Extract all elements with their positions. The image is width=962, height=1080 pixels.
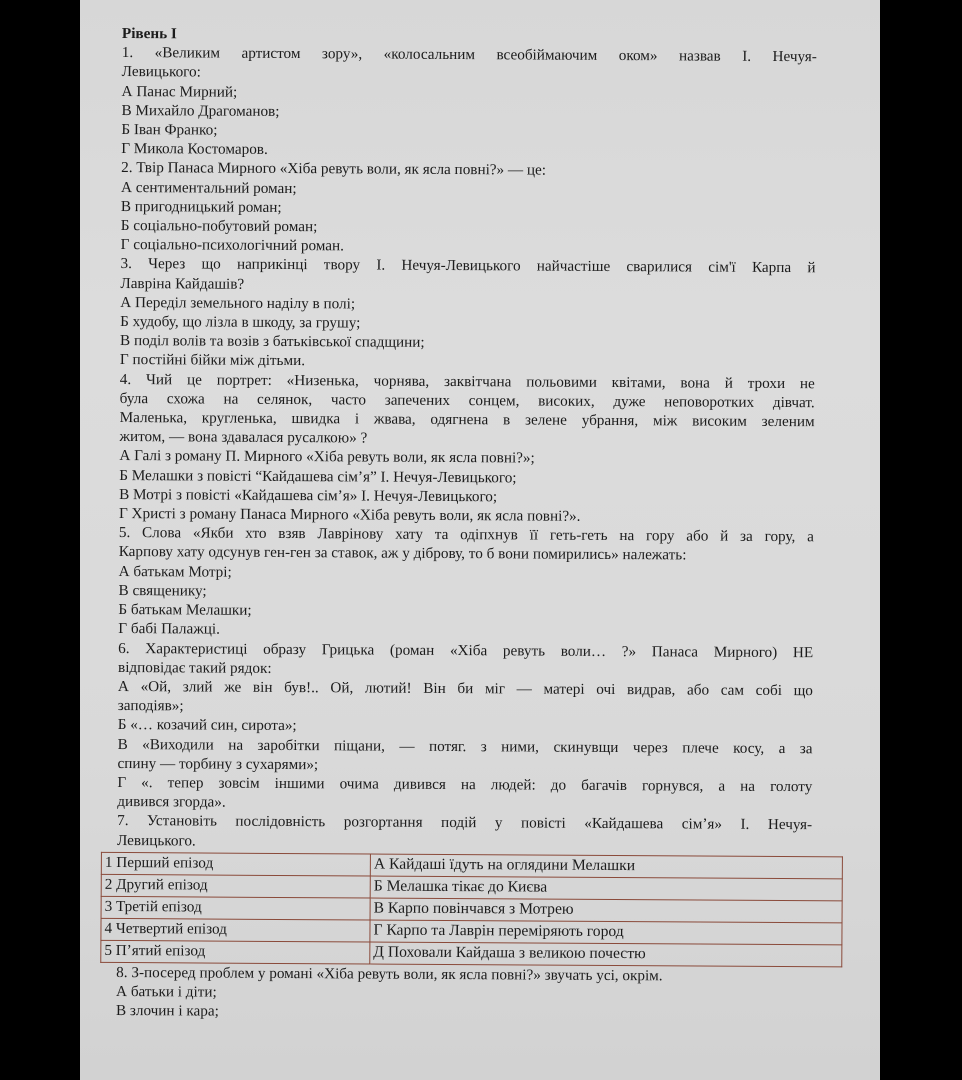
text-line: 5. Слова «Якби хто взяв Лаврінову хату та одіпхнув її геть-геть на гору або й за гору, а — [118, 524, 814, 546]
text-line: Б Мелашки з повісті “Кайдашева сім’я” І. Нечуя-Левицького; — [119, 466, 517, 487]
episode-cell: 3 Третій епізод — [101, 896, 370, 920]
text-line: В священику; — [118, 581, 207, 600]
text-line: 7. Установіть послідовність розгортання подій у повісті «Кайдашева сім’я» І. Нечуя- — [117, 812, 813, 834]
text-line: Г «. тепер зовсім іншими очима дивився на людей: до багачів горнувся, а на голоту — [117, 773, 813, 796]
question-8-text — [116, 963, 811, 1025]
text-line: 3. Через що наприкінці твору І. Нечуя-Левицького найчастіше сварилися сім'ї Карпа й — [120, 255, 816, 277]
text-line: В поділ волів та возів з батьківської спадщини; — [120, 332, 425, 352]
text-line: Б Іван Франко; — [121, 121, 218, 139]
event-cell: В Карпо повінчався з Мотрею — [370, 898, 842, 923]
text-line: 6. Характеристиці образу Грицька (роман «Хіба ревуть воли… ?» Панаса Мирного) НЕ — [118, 639, 814, 661]
paper-sheet — [80, 0, 880, 1080]
text-line: спину — торбину з сухарями»; — [117, 754, 319, 773]
text-line: В пригодницький роман; — [120, 197, 282, 216]
event-cell: Г Карпо та Лаврін переміряють город — [370, 920, 842, 945]
episode-cell: 5 П’ятий епізод — [101, 940, 370, 964]
question-text — [117, 43, 817, 854]
text-line: Б худобу, що лізла в шкоду, за грушу; — [120, 313, 361, 332]
text-line: 1. «Великим артистом зору», «колосальним всеобіймаючим оком» назвав І. Нечуя- — [121, 44, 817, 66]
text-line: Левицького: — [121, 63, 201, 81]
text-line: А «Ой, злий же він був!.. Ой, лютий! Він би міг — матері очі видрав, або сам собі що — [117, 677, 813, 700]
text-line: Лавріна Кайдашів? — [120, 274, 245, 293]
text-line: відповідає такий рядок: — [118, 658, 272, 677]
event-cell: А Кайдаші їдуть на оглядини Мелашки — [370, 854, 842, 879]
text-line: Б соціально-побутовий роман; — [120, 217, 318, 236]
text-line: В Мотрі з повісті «Кайдашева сім’я» І. Нечуя-Левицького; — [119, 485, 498, 506]
episode-cell: 2 Другий епізод — [101, 874, 370, 898]
text-line: Г Микола Костомаров. — [121, 140, 268, 159]
text-line: була схожа на селянок, часто запечених сонцем, високих, дуже неповоротких дівчат. — [119, 389, 815, 412]
text-line: Карпову хату одсунув ген-ген за ставок, аж у діброву, то б вони помирились» належать: — [118, 543, 687, 564]
text-line: В Михайло Драгоманов; — [121, 101, 280, 120]
text-line: А батьки і діти; — [116, 982, 217, 1001]
episode-cell: 1 Перший епізод — [101, 852, 370, 876]
text-line: 2. Твір Панаса Мирного «Хіба ревуть воли, як ясла повні?» — це: — [121, 159, 547, 180]
text-line: Г постійні бійки між дітьми. — [119, 351, 306, 370]
text-line: Маленька, кругленька, швидка і жвава, одягнена в зелене убрання, між високим зеленим — [119, 409, 815, 431]
text-line: 4. Чий це портрет: «Низенька, чорнява, заквітчана польовими квітами, вона й трохи не — [119, 370, 815, 392]
test-document — [104, 24, 817, 1025]
text-line: А сентиментальний роман; — [120, 178, 297, 197]
text-line: В злочин і кара; — [115, 1002, 219, 1020]
text-line: житом, — вона здавалася русалкою» ? — [119, 428, 368, 447]
text-line: дивився згорда». — [117, 793, 226, 811]
event-cell: Д Поховали Кайдаша з великою почестю — [370, 942, 842, 967]
text-line: Левицького. — [116, 831, 196, 849]
text-line: 8. З-посеред проблем у романі «Хіба ревуть воли, як ясла повні?» звучать усі, окрім. — [116, 963, 663, 985]
sequence-table — [100, 852, 843, 968]
level-title: Рівень І — [121, 24, 177, 43]
event-cell: Б Мелашка тікає до Києва — [370, 876, 842, 901]
text-line: Б «… козачий син, сирота»; — [117, 716, 297, 735]
text-line: Б батькам Мелашки; — [118, 601, 252, 619]
text-line: Г бабі Палажці. — [118, 620, 220, 638]
text-line: А батькам Мотрі; — [118, 562, 232, 581]
text-line: А Панас Мирний; — [121, 82, 238, 101]
text-line: Г Христі з роману Панаса Мирного «Хіба ревуть воли, як ясла повні?». — [118, 505, 581, 525]
text-line: А Галі з роману П. Мирного «Хіба ревуть воли, як ясла повні?»; — [119, 447, 535, 467]
text-line: А Переділ земельного наділу в полі; — [120, 293, 356, 313]
episode-cell: 4 Четвертий епізод — [101, 918, 370, 942]
text-line: Г соціально-психологічний роман. — [120, 236, 345, 255]
text-line: заподіяв»; — [117, 697, 184, 715]
text-line: В «Виходили на заробітки піщани, — потяг. з ними, скинувщи через плече косу, а за — [117, 735, 813, 757]
